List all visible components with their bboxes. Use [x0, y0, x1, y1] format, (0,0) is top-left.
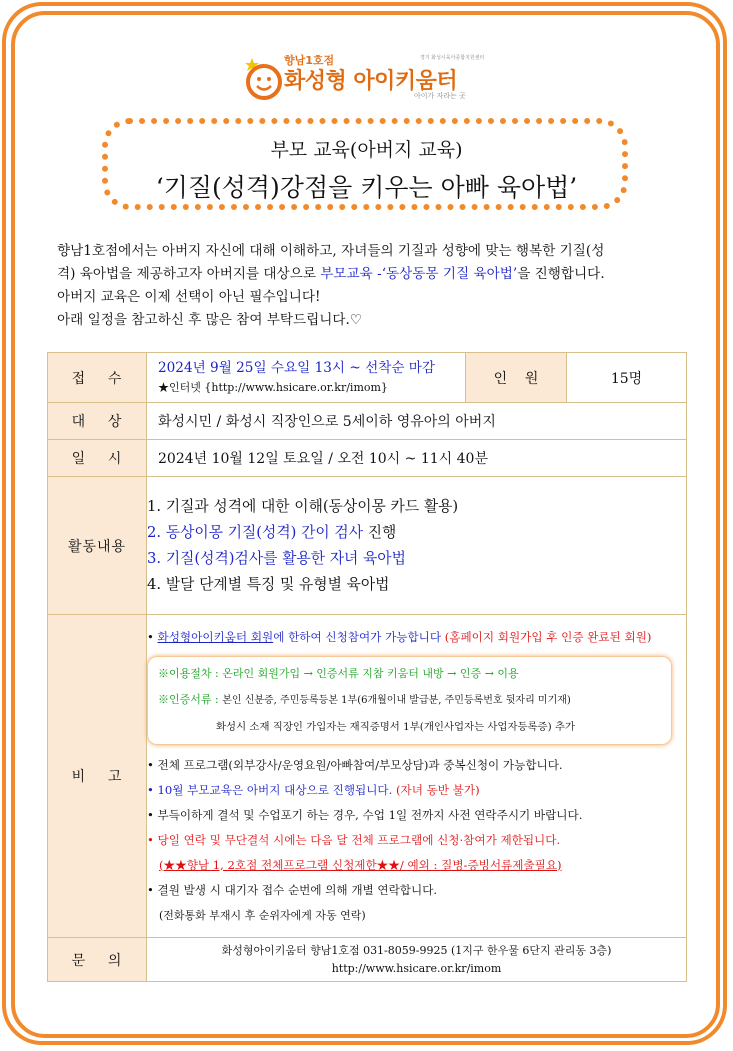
info-table [47, 352, 687, 982]
activity-rest: 진행 [363, 523, 397, 541]
list-item: 4. 발달 단계별 특징 및 유형별 육아법 [147, 575, 390, 593]
intro-line [57, 263, 687, 286]
note-line: • 결원 발생 시 대기자 접수 순번에 의해 개별 연락합니다. [147, 882, 438, 897]
logo-tagline: 아이가 자라는 곳 [414, 92, 466, 100]
list-item: 3. 기질(성격)검사를 활용한 자녀 육아법 [147, 549, 406, 567]
list-item [147, 520, 686, 546]
note-line [147, 778, 686, 803]
list-item: 1. 기질과 성격에 대한 이해(동상이몽 카드 활용) [147, 497, 459, 515]
table-row [48, 440, 687, 477]
table-row [48, 615, 687, 938]
note-line: • 부득이하게 결석 및 수업포기 하는 경우, 수업 1일 전까지 사전 연락주시기 바랍니다. [147, 807, 583, 822]
contact-label: 문 의 [48, 938, 147, 982]
intro-text-span: 을 진행합니다. [517, 266, 605, 282]
note-line: • 화성형아이키움터 회원에 한하여 신청참여가 가능합니다 (홈페이지 회원가입 후 인증 완료된 회원) [147, 629, 652, 644]
table-row [48, 938, 687, 982]
target-value: 화성시민 / 화성시 직장인으로 5세이하 영유아의 아버지 [147, 403, 687, 440]
logo-name: 화성형 아이키움터 [284, 69, 458, 94]
contact-cell [147, 938, 687, 982]
title-line2: ‘기질(성격)강점을 키우는 아빠 육아법’ [155, 173, 578, 202]
note-text-span: 에 한하여 신청참여가 가능합니다 [273, 629, 442, 644]
child-face-icon [244, 56, 284, 102]
note-cell [147, 615, 687, 938]
note-text-span: (자녀 동반 불가) [392, 782, 480, 797]
date-value: 2024년 10월 12일 토요일 / 오전 10시 ~ 11시 40분 [147, 440, 687, 477]
capacity-label: 인 원 [466, 353, 567, 403]
note-line [158, 661, 671, 687]
activity-highlight: 2. 동상이몽 기질(성격) 간이 검사 [147, 523, 364, 541]
reg-label: 접 수 [48, 353, 147, 403]
reg-cell [147, 353, 466, 403]
process-box [147, 656, 672, 745]
intro-line: 아래 일정을 참고하신 후 많은 참여 부탁드립니다.♡ [57, 312, 363, 328]
table-row [48, 353, 687, 403]
intro-text [57, 240, 687, 332]
activity-label: 활동내용 [48, 477, 147, 615]
contact-line: 화성형아이키움터 향남1호점 031-8059-9925 (1지구 한우물 6단지 관리동 3층) [221, 943, 612, 957]
intro-line: 향남1호점에서는 아버지 자신에 대해 이해하고, 자녀들의 기질과 성향에 맞는 행복한 기질(성 [57, 243, 605, 259]
activity-list [147, 477, 687, 615]
logo-small-text: 경기 화성시육아종합지원센터 [420, 55, 485, 61]
note-line [158, 687, 671, 714]
title-line1: 부모 교육(아버지 교육) [270, 139, 463, 161]
process-value: 온라인 회원가입 → 인증서류 지참 키움터 내방 → 인증 → 이용 [222, 666, 519, 680]
note-line: (★★향남 1, 2호점 전체프로그램 신청제한★★/ 예외 : 질병-증빙서류제출필요) [159, 857, 562, 872]
logo [244, 52, 504, 108]
process-label: ※이용절차 : [158, 666, 223, 680]
logo-subtitle: 향남1호점 [284, 54, 335, 67]
contact-link[interactable]: http://www.hsicare.or.kr/imom [331, 961, 502, 975]
note-line: • 당일 연락 및 무단결석 시에는 다음 달 전체 프로그램에 신청·참여가 제한됩니다. [147, 832, 561, 847]
docs-label: ※인증서류 : [158, 692, 223, 706]
note-text-span: • 10월 부모교육은 아버지 대상으로 진행됩니다. [147, 782, 393, 797]
note-line: • 전체 프로그램(외부강사/운영요원/아빠참여/부모상담)과 중복신청이 가능합니다. [147, 757, 563, 772]
table-row [48, 477, 687, 615]
target-label: 대 상 [48, 403, 147, 440]
table-row [48, 403, 687, 440]
date-label: 일 시 [48, 440, 147, 477]
member-link[interactable]: 화성형아이키움터 회원 [157, 629, 274, 644]
reg-site-link[interactable]: ★인터넷 {http://www.hsicare.or.kr/imom} [158, 380, 388, 394]
note-line: (전화통화 부재시 후 순위자에게 자동 연락) [159, 908, 366, 922]
intro-text-span: 격) 육아법을 제공하고자 아버지를 대상으로 [57, 266, 321, 282]
note-label: 비 고 [48, 615, 147, 938]
note-text-span: (홈페이지 회원가입 후 인증 완료된 회원) [441, 629, 652, 644]
intro-highlight: 부모교육 -‘동상동몽 기질 육아법’ [320, 266, 518, 282]
note-line: 화성시 소재 직장인 가입자는 재직증명서 1부(개인사업자는 사업자등록증) 추가 [216, 720, 576, 733]
docs-value: 본인 신분증, 주민등록등본 1부(6개월이내 발급분, 주민등록번호 뒷자리 미기재) [222, 694, 571, 706]
intro-line: 아버지 교육은 이제 선택이 아닌 필수입니다! [57, 289, 321, 305]
reg-date: 2024년 9월 25일 수요일 13시 ~ 선착순 마감 [158, 359, 436, 376]
capacity-value: 15명 [567, 353, 687, 403]
